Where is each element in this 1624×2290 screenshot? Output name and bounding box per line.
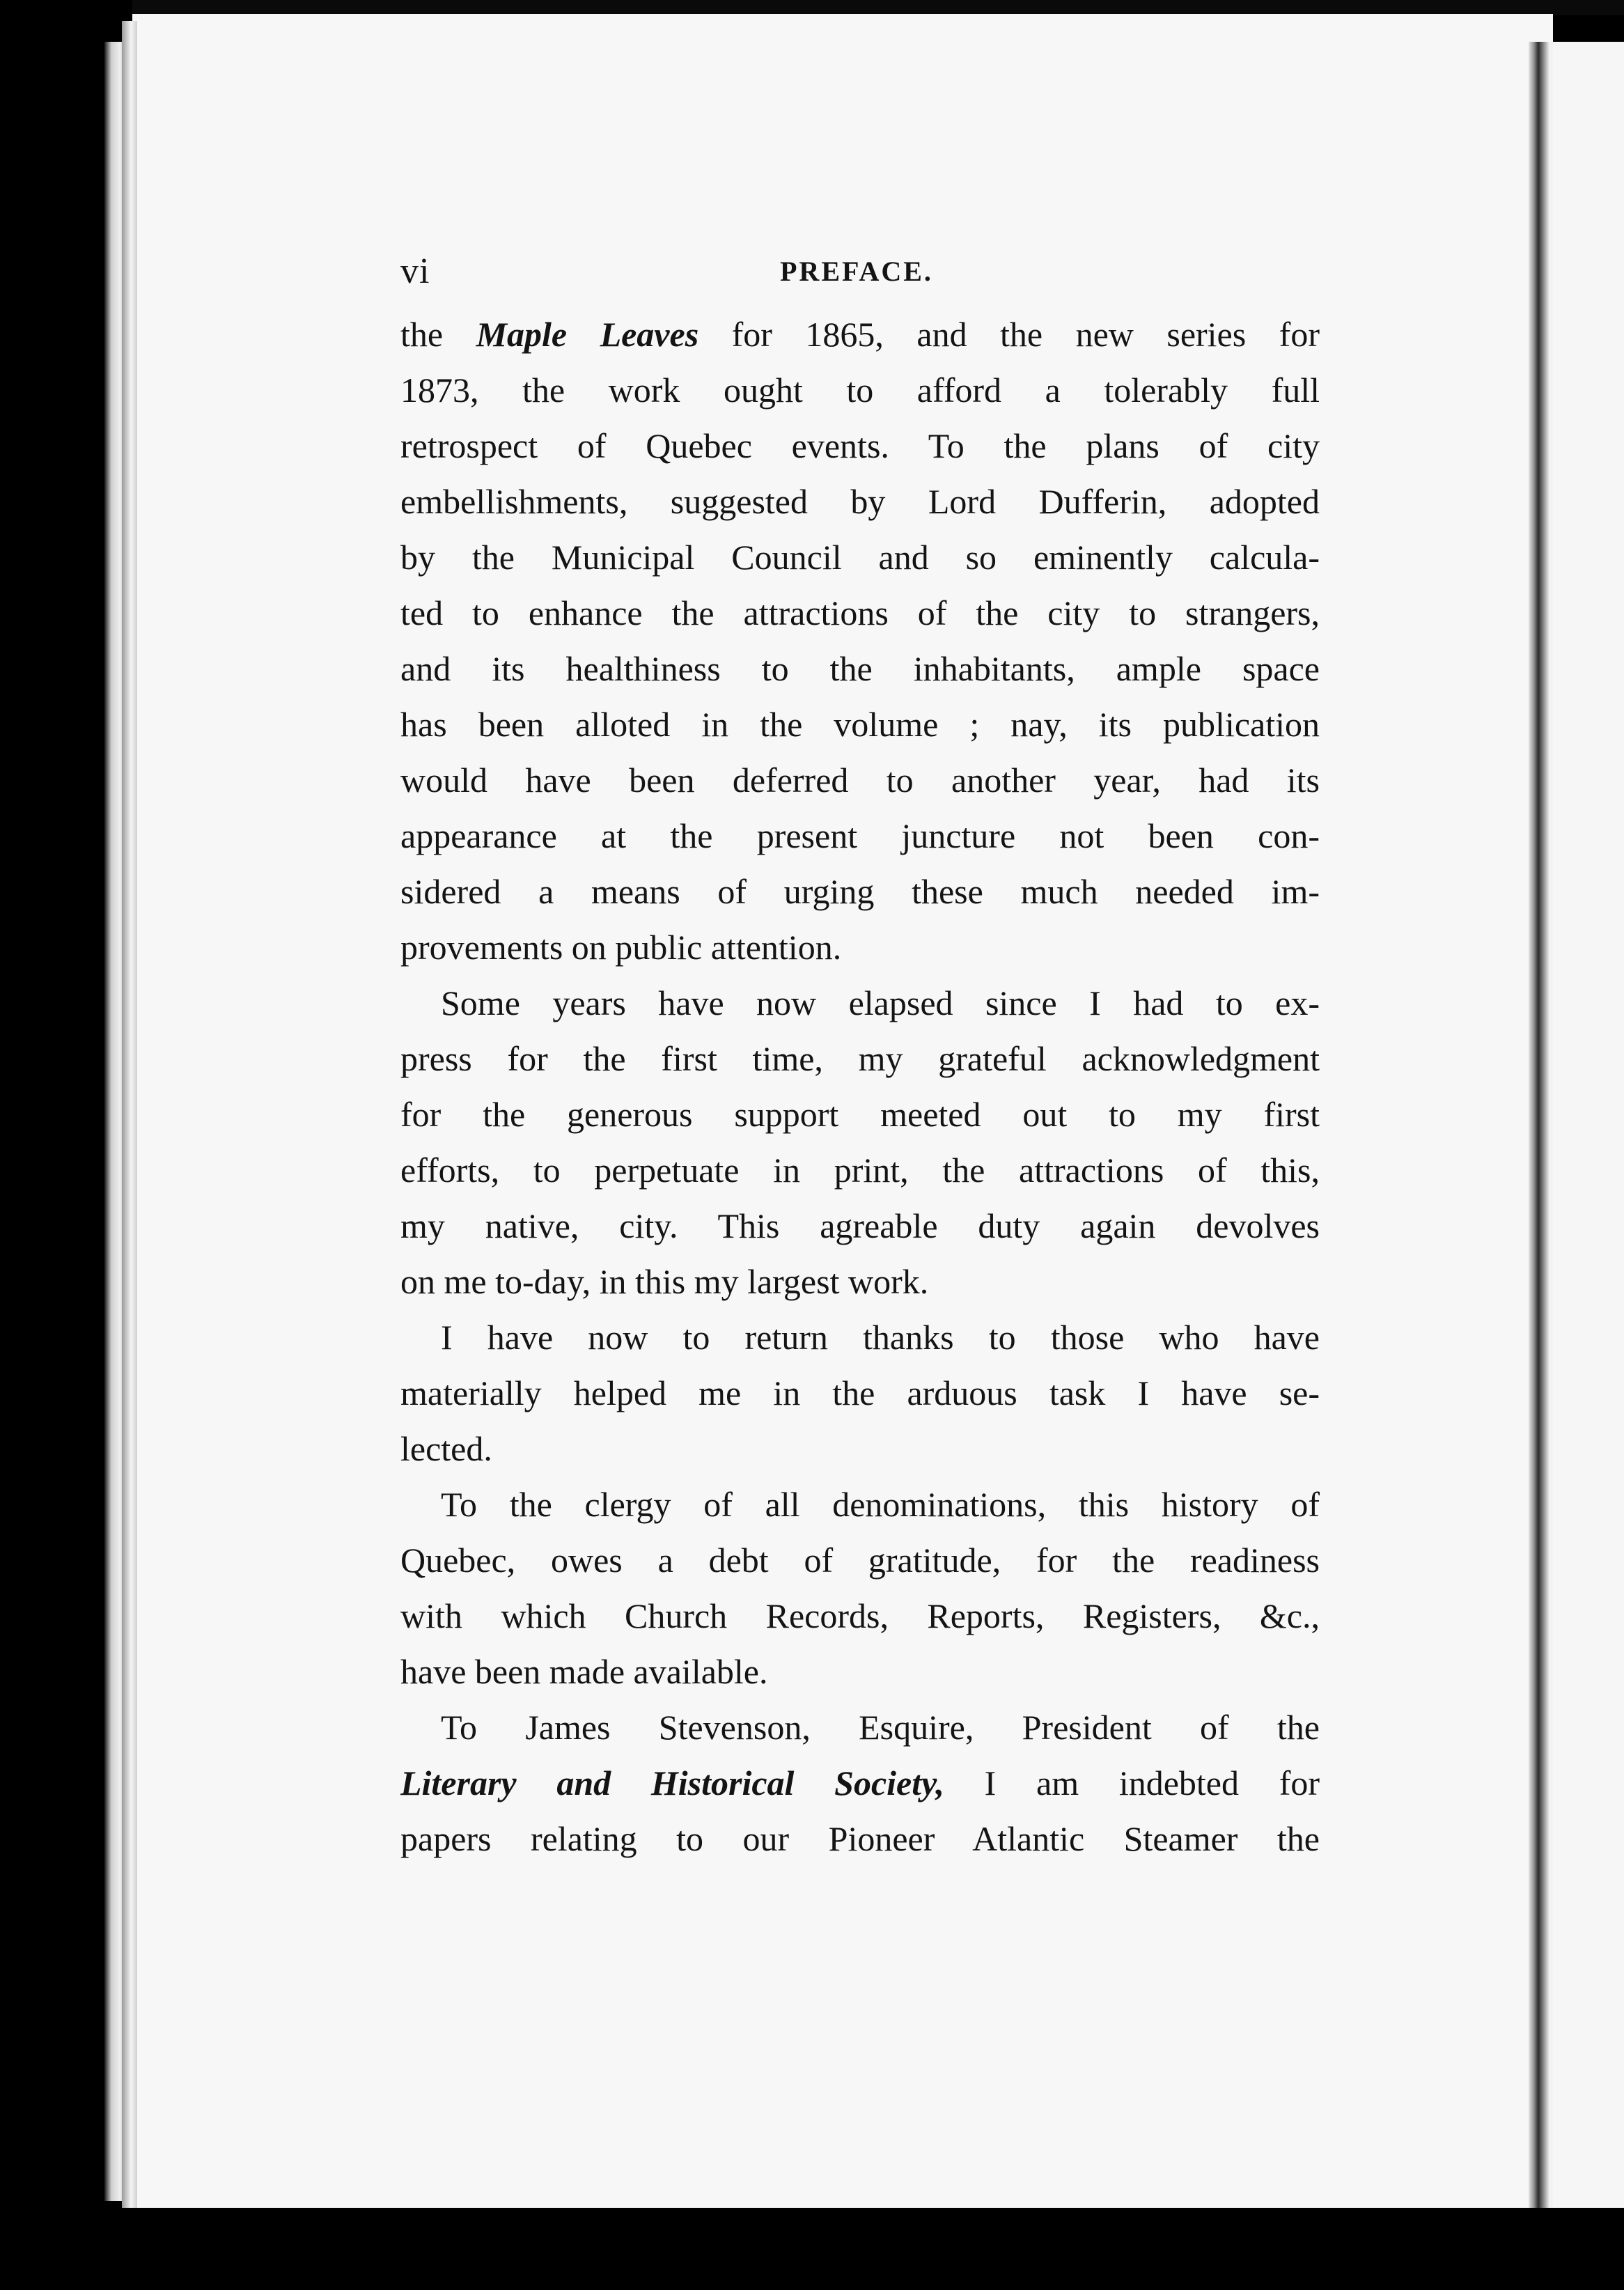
page-number: vi xyxy=(400,251,430,291)
text-line: with which Church Records, Reports, Registers, &c., xyxy=(400,1596,1320,1635)
text-line: ted to enhance the attractions of the city to strangers, xyxy=(400,593,1320,632)
italic-title: Literary and Historical Society, xyxy=(400,1763,944,1802)
text-line: Literary and Historical Society, I am indebted for xyxy=(400,1763,1320,1802)
text-line: and its healthiness to the inhabitants, ample space xyxy=(400,649,1320,688)
text-line: papers relating to our Pioneer Atlantic Steamer the xyxy=(400,1819,1320,1858)
paragraph xyxy=(400,1309,1320,1477)
text-line: on me to-day, in this my largest work. xyxy=(400,1262,929,1301)
running-head xyxy=(400,251,1320,306)
paragraph xyxy=(400,306,1320,975)
scan-top-edge xyxy=(132,0,1624,15)
text-line: embellishments, suggested by Lord Dufferin, adopted xyxy=(400,482,1320,521)
italic-title: Maple Leaves xyxy=(476,315,699,354)
text-line: To the clergy of all denominations, this history of xyxy=(441,1485,1320,1524)
text-line: have been made available. xyxy=(400,1652,768,1691)
page-stack-inner-edge xyxy=(122,21,137,2208)
page-content xyxy=(400,251,1320,1867)
running-title: PREFACE. xyxy=(780,256,933,287)
scan-bottom-edge xyxy=(111,2208,1624,2290)
text-line: efforts, to perpetuate in print, the attractions of this, xyxy=(400,1151,1320,1190)
text-line: I have now to return thanks to those who have xyxy=(441,1318,1320,1357)
text-line: retrospect of Quebec events. To the plans of city xyxy=(400,426,1320,465)
paragraph xyxy=(400,1477,1320,1699)
facing-page-edge xyxy=(1553,42,1624,2229)
text-line: lected. xyxy=(400,1429,492,1468)
text-line: by the Municipal Council and so eminently calcula- xyxy=(400,538,1320,577)
body-text xyxy=(400,306,1320,1867)
text-line: my native, city. This agreable duty again devolves xyxy=(400,1206,1320,1245)
binding-shadow xyxy=(1529,42,1553,2236)
text-line: provements on public attention. xyxy=(400,928,842,967)
text-line: sidered a means of urging these much needed im- xyxy=(400,872,1320,911)
text-line: materially helped me in the arduous task I have se- xyxy=(400,1373,1320,1412)
text-line: the Maple Leaves for 1865, and the new series for xyxy=(400,315,1320,354)
text-line: Quebec, owes a debt of gratitude, for the readiness xyxy=(400,1541,1320,1580)
text-line: press for the first time, my grateful acknowledgment xyxy=(400,1039,1320,1078)
paragraph xyxy=(400,1699,1320,1867)
paragraph xyxy=(400,975,1320,1309)
text-line: has been alloted in the volume ; nay, its publication xyxy=(400,705,1320,744)
text-line: for the generous support meeted out to my first xyxy=(400,1095,1320,1134)
text-line: 1873, the work ought to afford a tolerably full xyxy=(400,371,1320,410)
text-line: To James Stevenson, Esquire, President of the xyxy=(441,1708,1320,1747)
text-line: Some years have now elapsed since I had to ex- xyxy=(441,983,1320,1022)
text-line: would have been deferred to another year, had its xyxy=(400,761,1320,800)
text-line: appearance at the present juncture not been con- xyxy=(400,816,1320,855)
